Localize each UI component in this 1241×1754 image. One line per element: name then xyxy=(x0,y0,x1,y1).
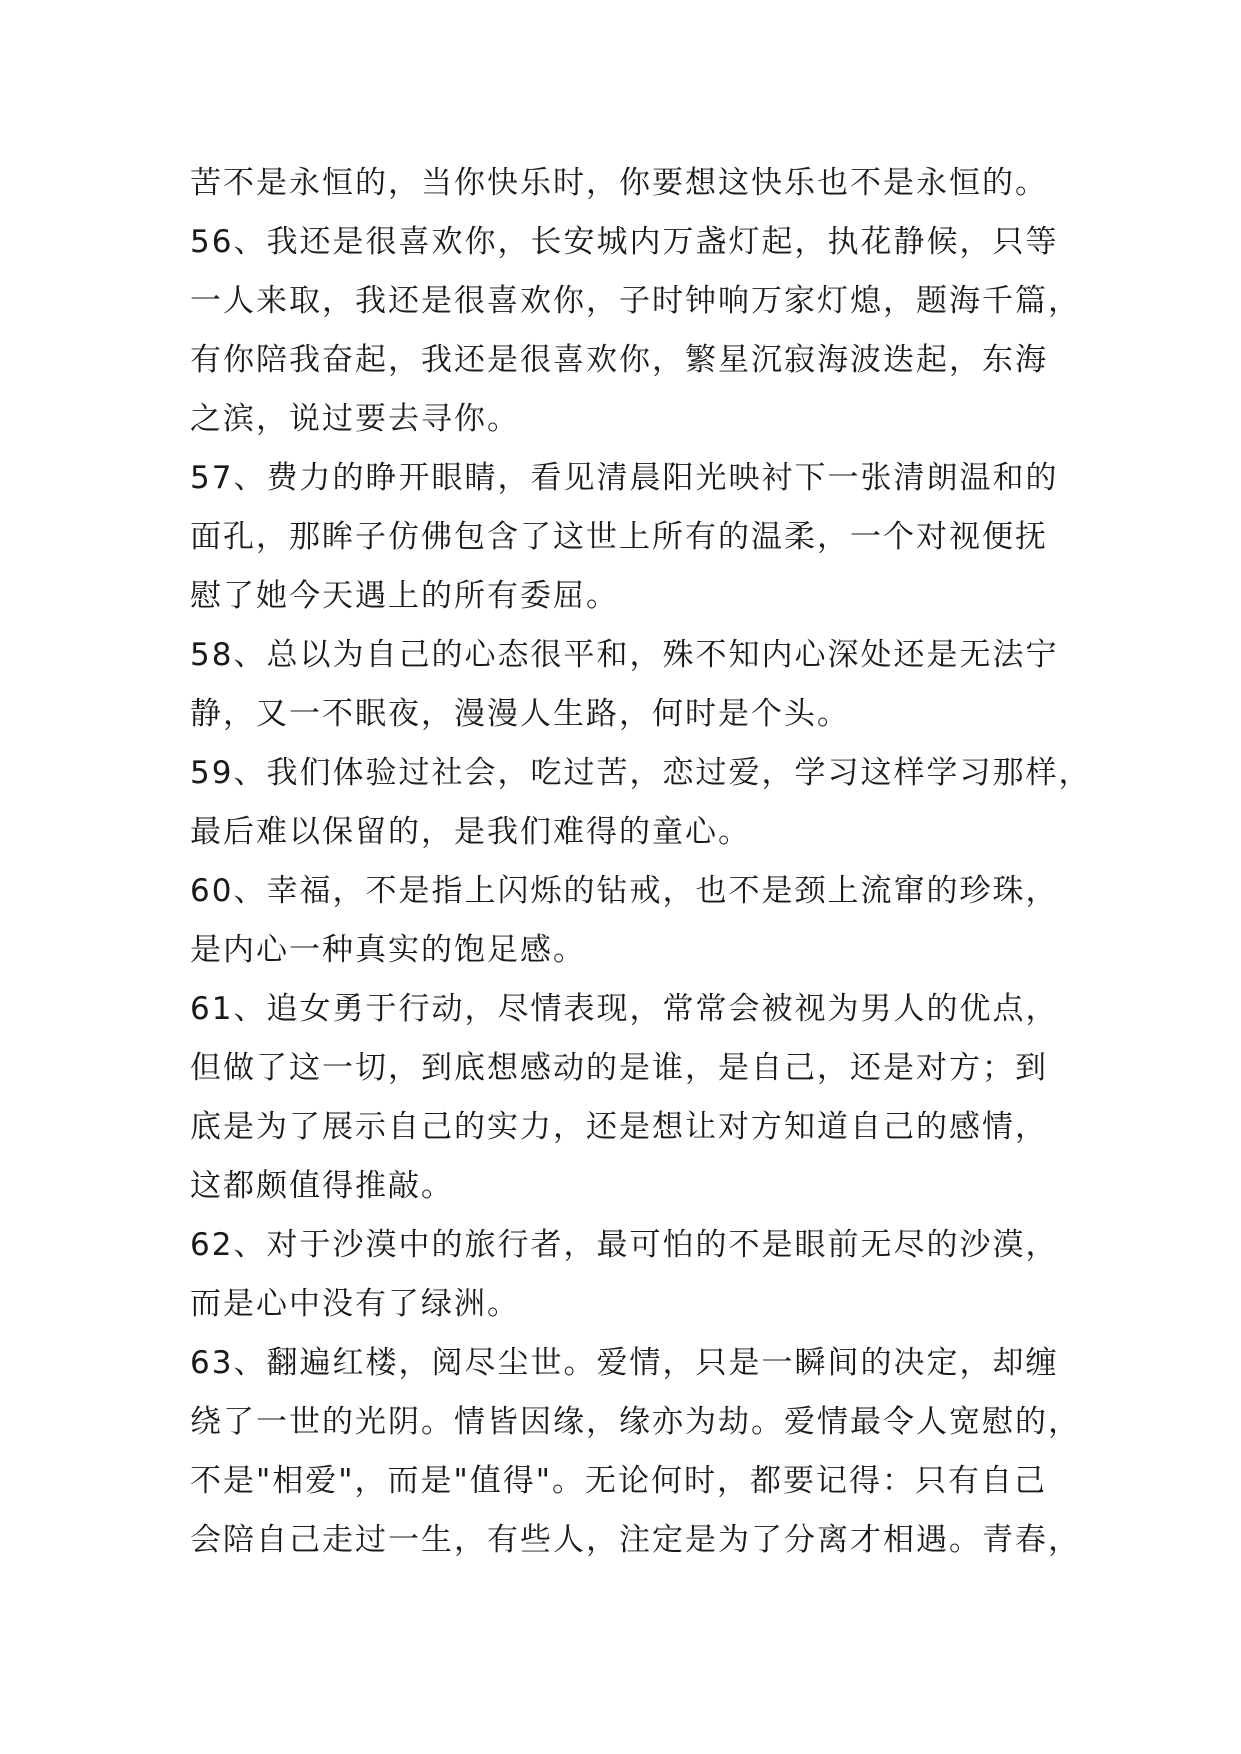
text-line: 苦不是永恒的，当你快乐时，你要想这快乐也不是永恒的。 xyxy=(190,165,1048,201)
text-line: 是内心一种真实的饱足感。 xyxy=(190,932,586,968)
text-line: 58、总以为自己的心态很平和，殊不知内心深处还是无法宁 xyxy=(190,637,1059,673)
text-line: 底是为了展示自己的实力，还是想让对方知道自己的感情， xyxy=(190,1109,1048,1145)
text-line: 59、我们体验过社会，吃过苦，恋过爱，学习这样学习那样， xyxy=(190,755,1092,791)
text-line: 之滨，说过要去寻你。 xyxy=(190,401,520,437)
text-line: 一人来取，我还是很喜欢你，子时钟响万家灯熄，题海千篇， xyxy=(190,283,1081,319)
text-line: 不是"相爱"，而是"值得"。无论何时，都要记得：只有自己 xyxy=(190,1463,1048,1499)
text-line: 绕了一世的光阴。情皆因缘，缘亦为劫。爱情最令人宽慰的， xyxy=(190,1404,1081,1440)
text-line: 61、追女勇于行动，尽情表现，常常会被视为男人的优点， xyxy=(190,991,1059,1027)
text-line: 最后难以保留的，是我们难得的童心。 xyxy=(190,814,751,850)
text-line: 这都颇值得推敲。 xyxy=(190,1168,454,1204)
text-line: 静，又一不眠夜，漫漫人生路，何时是个头。 xyxy=(190,696,850,732)
text-line: 而是心中没有了绿洲。 xyxy=(190,1286,520,1322)
text-line: 57、费力的睁开眼睛，看见清晨阳光映衬下一张清朗温和的 xyxy=(190,460,1059,496)
text-line: 但做了这一切，到底想感动的是谁，是自己，还是对方；到 xyxy=(190,1050,1048,1086)
text-line: 有你陪我奋起，我还是很喜欢你，繁星沉寂海波迭起，东海 xyxy=(190,342,1048,378)
text-line: 慰了她今天遇上的所有委屈。 xyxy=(190,578,619,614)
text-line: 63、翻遍红楼，阅尽尘世。爱情，只是一瞬间的决定，却缠 xyxy=(190,1345,1059,1381)
text-line: 62、对于沙漠中的旅行者，最可怕的不是眼前无尽的沙漠， xyxy=(190,1227,1059,1263)
body-text xyxy=(190,154,1092,1570)
text-line: 56、我还是很喜欢你，长安城内万盏灯起，执花静候，只等 xyxy=(190,224,1059,260)
text-line: 60、幸福，不是指上闪烁的钻戒，也不是颈上流窜的珍珠， xyxy=(190,873,1059,909)
text-line: 会陪自己走过一生，有些人，注定是为了分离才相遇。青春， xyxy=(190,1522,1081,1558)
text-line: 面孔，那眸子仿佛包含了这世上所有的温柔，一个对视便抚 xyxy=(190,519,1048,555)
